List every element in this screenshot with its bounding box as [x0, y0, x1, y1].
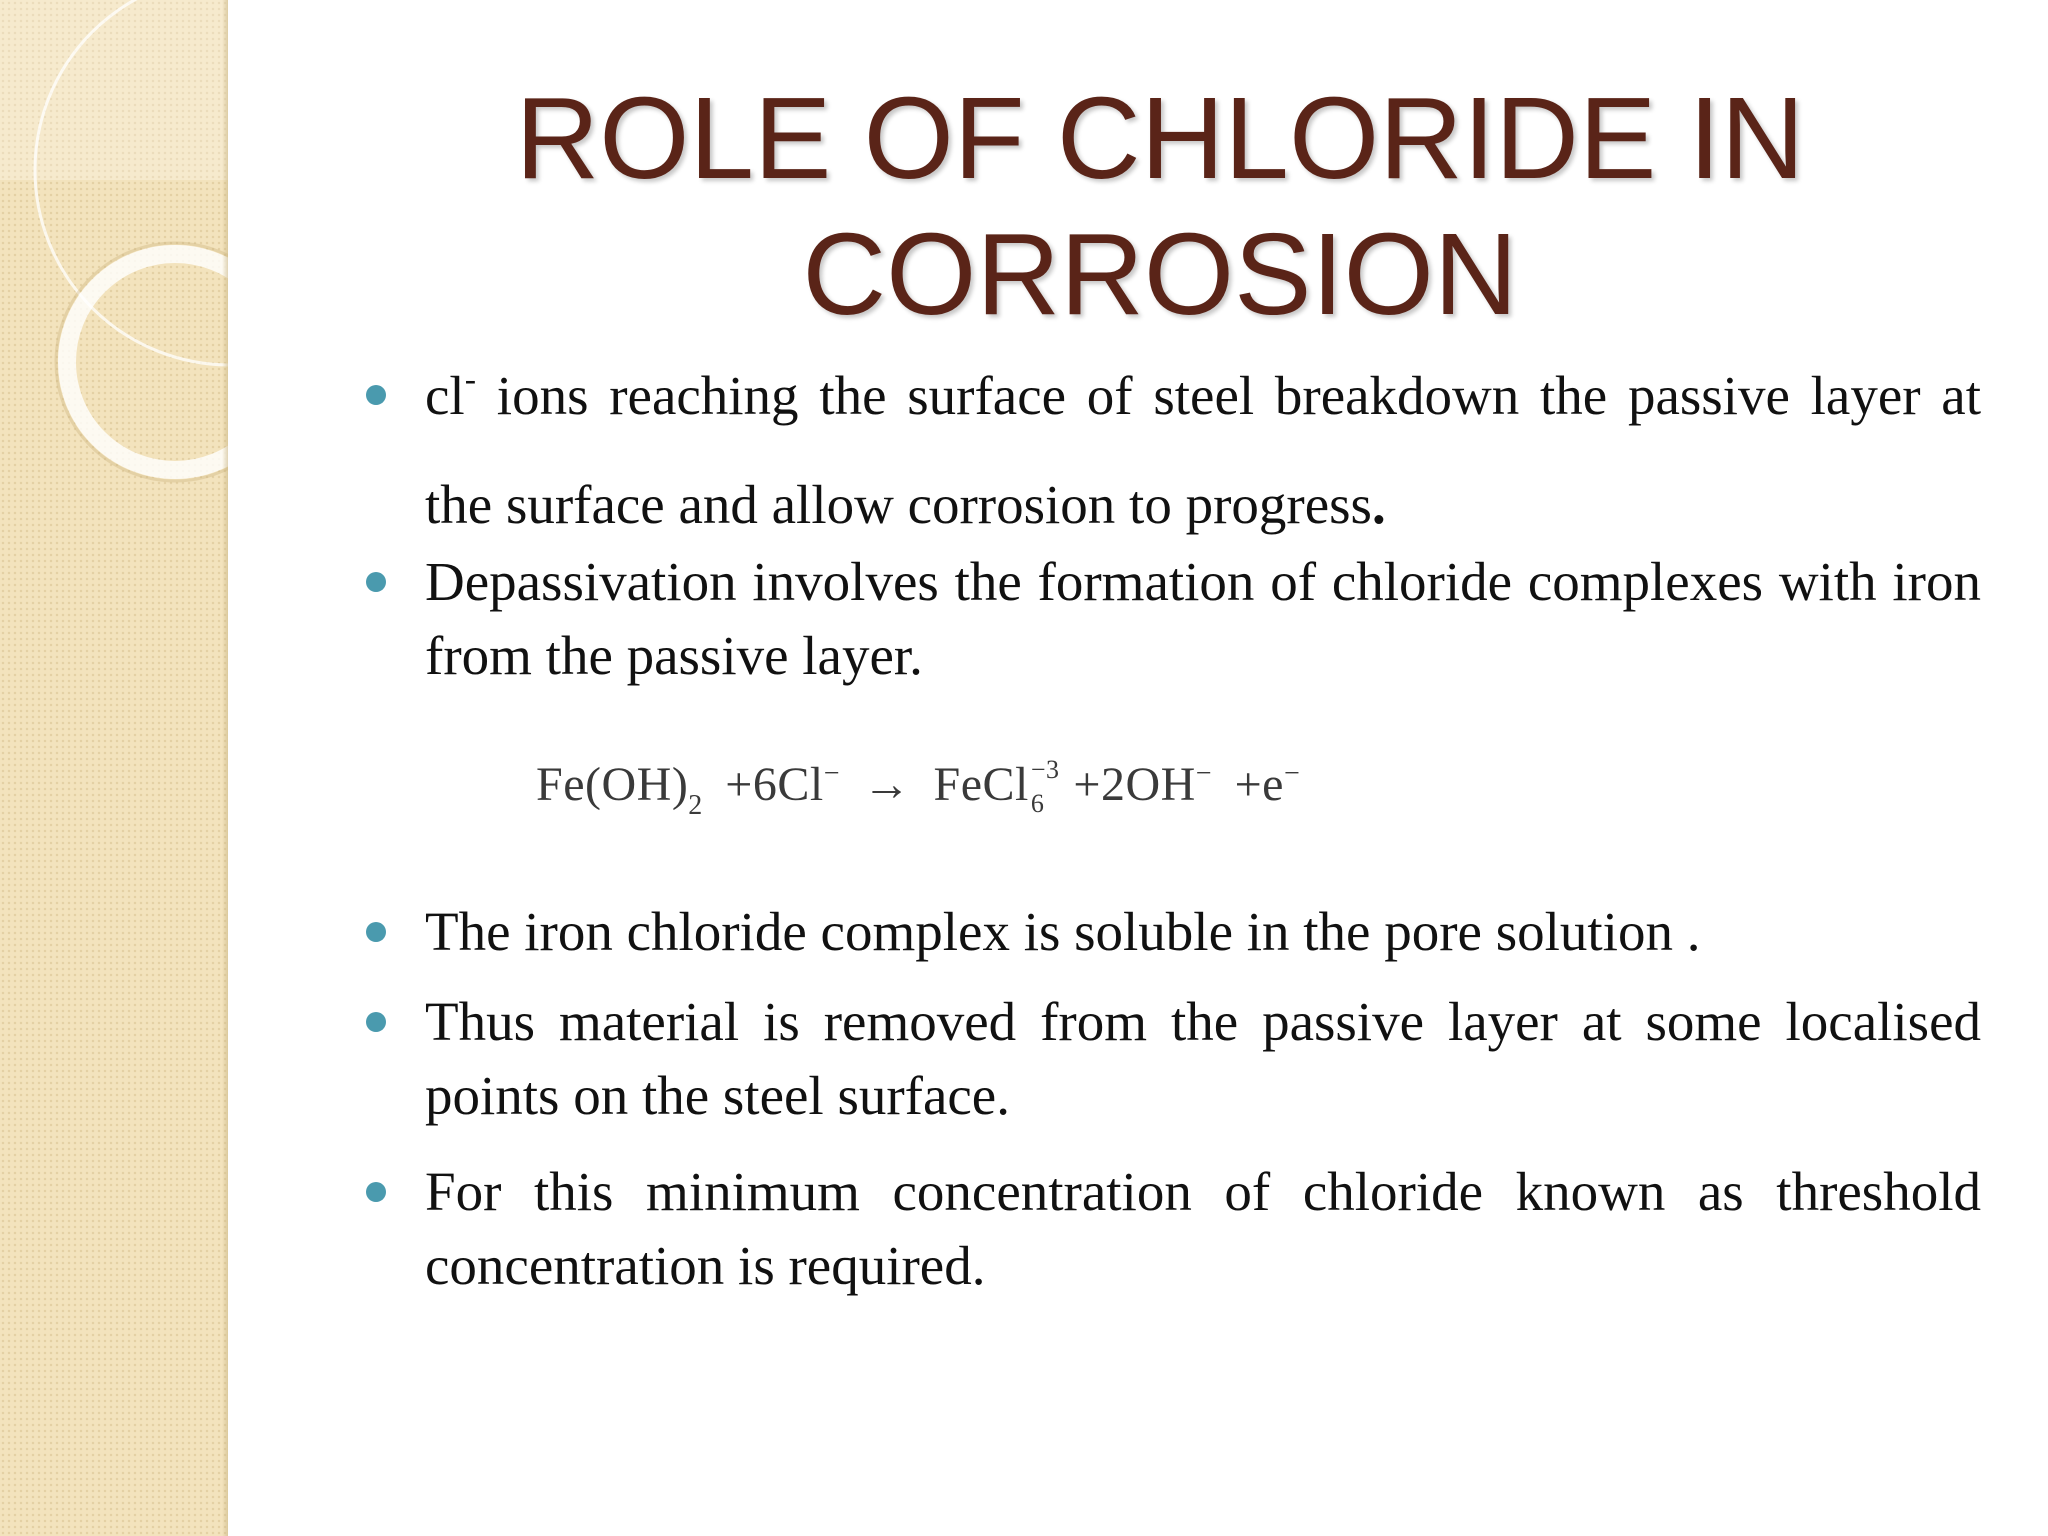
equation-product-1-subscript: 6 — [1030, 788, 1045, 818]
bullet-end-mark: . — [1371, 474, 1386, 535]
bullet-item — [425, 985, 1981, 1133]
equation-plus: + — [1073, 758, 1101, 811]
bullet-superscript: - — [464, 361, 477, 398]
bullet-dot-icon — [366, 572, 386, 592]
bullet-item — [425, 545, 1981, 693]
bullet-text: Depassivation involves the formation of chloride complexes with iron from the passive layer. — [425, 551, 1981, 686]
bullet-item — [425, 1155, 1981, 1303]
bullet-text: The iron chloride complex is soluble in the pore solution . — [425, 901, 1701, 962]
decorative-ring-large — [35, 0, 228, 365]
equation-reactant-1-subscript: 2 — [688, 790, 703, 821]
bullet-item — [425, 345, 1981, 555]
equation-product-1: FeCl — [933, 758, 1029, 811]
bullet-text-rest: ions reaching the surface of steel breakdown the passive layer at the surface and allow corrosion to progress — [425, 365, 1981, 535]
equation-product-2: 2OH — [1100, 758, 1196, 811]
equation-plus: + — [725, 758, 753, 811]
equation-arrow: → — [862, 758, 912, 811]
equation-product-1-superscript: −3 — [1030, 754, 1060, 784]
equation-reactant-1: Fe(OH) — [536, 758, 689, 811]
bullet-dot-icon — [366, 1182, 386, 1202]
bullet-item — [425, 895, 1981, 969]
decorative-side-strip — [0, 0, 228, 1536]
bullet-text: Thus material is removed from the passive layer at some localised points on the steel surface. — [425, 991, 1981, 1126]
slide-title: ROLE OF CHLORIDE IN CORROSION — [515, 73, 1805, 339]
bullet-text-start: cl — [425, 365, 465, 426]
equation-product-1-indices — [1029, 754, 1061, 819]
equation-product-3: e — [1262, 758, 1284, 811]
bullet-dot-icon — [366, 1012, 386, 1032]
equation-reactant-2: 6Cl — [752, 758, 824, 811]
bullet-text: For this minimum concentration of chloride known as threshold concentration is required. — [425, 1161, 1981, 1296]
bullet-dot-icon — [366, 385, 386, 405]
equation-product-2-superscript: − — [1195, 758, 1213, 789]
equation-plus: + — [1234, 758, 1263, 811]
chemical-equation — [536, 745, 1300, 825]
bullet-dot-icon — [366, 922, 386, 942]
decorative-rings — [0, 0, 228, 520]
equation-product-3-superscript: − — [1283, 758, 1301, 789]
equation-reactant-2-superscript: − — [823, 758, 841, 789]
